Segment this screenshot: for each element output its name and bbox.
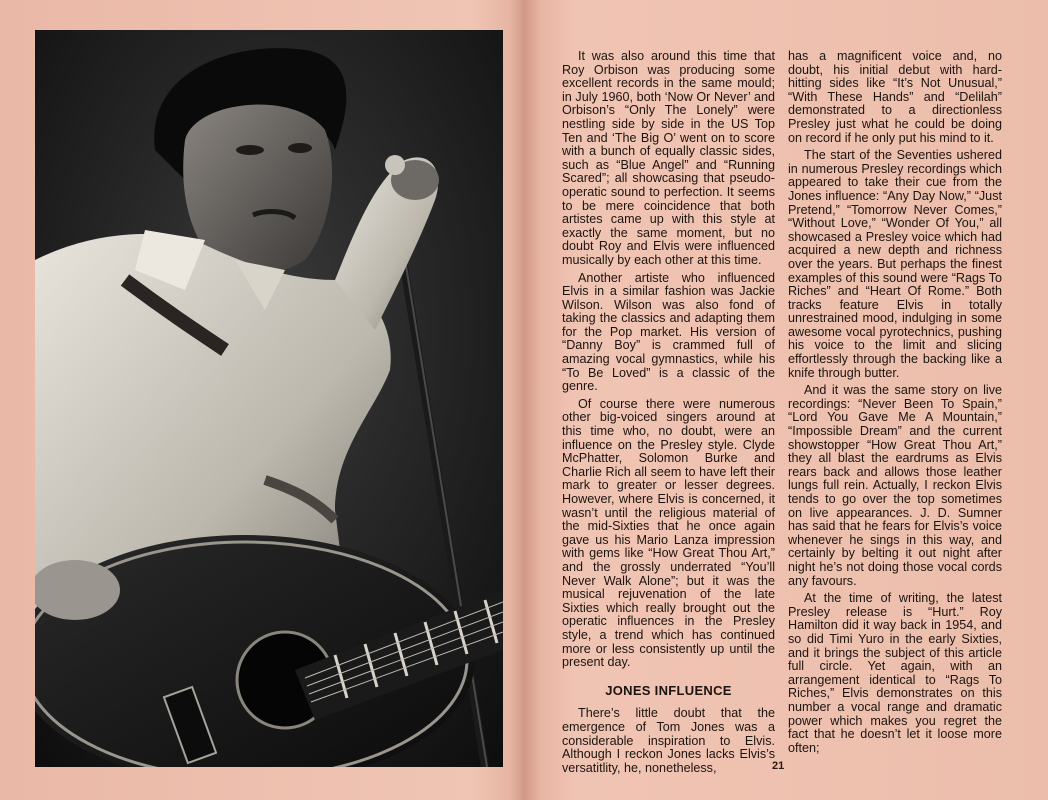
article-column-right [788, 50, 1002, 759]
article-paragraph: And it was the same story on live recordings: “Never Been To Spain,” “Lord You Gave Me A Mountain,” “Impossible Dream” and the current showstopper “How Great Thou Art,” they all blast the eardrums as Elvis rears back and allows those leather lungs full rein. Actually, I reckon Elvis tends to go over the top sometimes on live appearances. J. D. Sumner has said that he fears for Elvis’s voice whenever he sings in this way, and certainly by belting it out night after night he’s not doing those vocal cords any favours. [788, 383, 1002, 588]
elvis-photo [35, 30, 503, 767]
article-paragraph-continued: has a magnificent voice and, no doubt, his initial debut with hard-hitting sides like “It’s Not Unusual,” “With These Hands” and “Delilah” demonstrated to a directionless Presley just what he could be doing on record if he only put his mind to it. [788, 49, 1002, 145]
article-paragraph: It was also around this time that Roy Orbison was producing some excellent records in the same mould; in July 1960, both ‘Now Or Never’ and Orbison’s “Only The Lonely” were nestling side by side in the US Top Ten and ‘The Big O’ went on to score with a bunch of equally classic sides, such as “Blue Angel” and “Running Scared”; all showcasing that pseudo-operatic sound to perfection. It seems to be mere coincidence that both artistes came up with this style at exactly the same moment, but no doubt Roy and Elvis were influenced musically by each other at this time. [562, 49, 775, 267]
article-paragraph: At the time of writing, the latest Presley release is “Hurt.” Roy Hamilton did it way back in 1954, and so did Timi Yuro in the early Sixties, and it brings the subject of this article full circle. Yet again, with an arrangement identical to “Rags To Riches,” Elvis demonstrates on this number a vocal range and dramatic power which makes you regret the fact that he doesn’t let it loose more often; [788, 591, 1002, 755]
section-heading: JONES INFLUENCE [605, 682, 732, 698]
page-gutter [510, 0, 540, 800]
photo-illustration [35, 30, 503, 767]
page-number: 21 [772, 760, 785, 772]
article-paragraph: Of course there were numerous other big-voiced singers around at this time who, no doubt, were an influence on the Presley style. Clyde McPhatter, Solomon Burke and Charlie Rich all seem to have left their mark to greater or lesser degrees. However, where Elvis is concerned, it wasn’t until the religious material of the mid-Sixties that he once again gave us his Mario Lanza impression with gems like “How Great Thou Art,” and the grossly underrated “You’ll Never Walk Alone”; but it was the musical rejuvenation of the late Sixties which really brought out the operatic influences in the Presley style, a trend which has continued more or less consistently up until the present day. [562, 396, 775, 670]
article-paragraph: Another artiste who influenced Elvis in a similar fashion was Jackie Wilson. Wilson was also fond of taking the classics and adapting them for the Pop market. His version of “Danny Boy” is crammed full of amazing vocal gymnastics, while his “To Be Loved” is a classic of the genre. [562, 270, 775, 394]
article-column-left [562, 50, 775, 779]
article-paragraph: There’s little doubt that the emergence of Tom Jones was a considerable inspiration to Elvis. Although I reckon Jones lacks Elvis’s versatitlity, he, nonetheless, [562, 706, 775, 775]
article-paragraph: The start of the Seventies ushered in numerous Presley recordings which appeared to take their cue from the Jones influence: “Any Day Now,” “Just Pretend,” “Tomorrow Never Comes,” “Without Love,” “Wonder Of You,” all showcased a Presley voice which had acquired a new depth and richness over the years. But perhaps the finest examples of this sound were “Rags To Riches” and “Heart Of Rome.” Both tracks feature Elvis in totally unrestrained mood, indulging in some awesome vocal pyrotechnics, pushing his voice to the limit and slicing effortlessly through the backing like a knife through butter. [788, 148, 1002, 380]
